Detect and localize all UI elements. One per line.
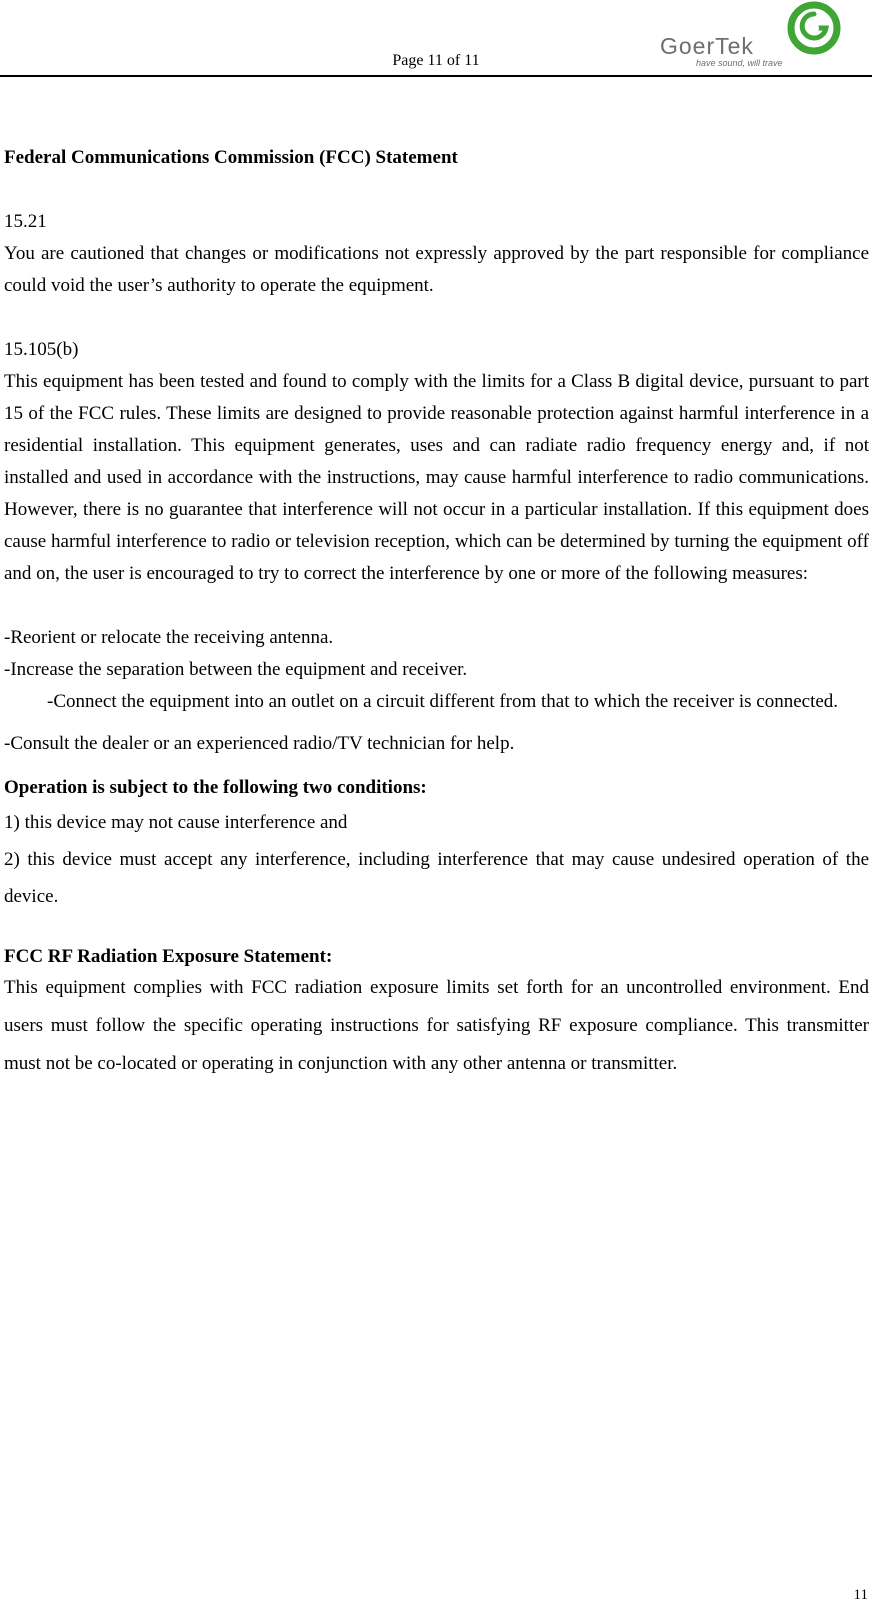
measure-item: -Reorient or relocate the receiving antenna. <box>4 627 334 648</box>
section-number-15-105b: 15.105(b) <box>4 339 79 360</box>
logo-wordmark: GoerTek <box>660 33 754 59</box>
logo-swirl-icon <box>791 5 837 51</box>
condition-item: 2) this device must accept any interference, including interference that may cause undesired operation of the device. <box>4 849 869 907</box>
section-text-15-21: You are cautioned that changes or modifications not expressly approved by the part responsible for compliance could void the user’s authority to operate the equipment. <box>4 243 869 296</box>
spacer <box>4 174 869 206</box>
goertek-logo <box>660 0 836 72</box>
document-body <box>4 142 869 1083</box>
measure-item: -Increase the separation between the equipment and receiver. <box>4 659 468 680</box>
fcc-title: Federal Communications Commission (FCC) Statement <box>4 147 458 168</box>
header-rule <box>0 75 872 77</box>
measure-item: -Consult the dealer or an experienced radio/TV technician for help. <box>4 733 515 754</box>
section-number-15-21: 15.21 <box>4 211 47 232</box>
spacer <box>4 915 869 945</box>
page-label: Page 11 of 11 <box>392 52 480 69</box>
section-text-15-105b: This equipment has been tested and found to comply with the limits for a Class B digital device, pursuant to part 15 of the FCC rules. These limits are designed to provide reasonable protection against harmful interference in a residential installation. This equipment generates, uses and can radiate radio frequency energy and, if not installed and used in accordance with the instructions, may cause harmful interference to radio communications. However, there is no guarantee that interference will not occur in a particular installation. If this equipment does cause harmful interference to radio or television reception, which can be determined by turning the equipment off and on, the user is encouraged to try to correct the interference by one or more of the following measures: <box>4 371 869 584</box>
logo-tagline: have sound, will trave <box>696 58 783 68</box>
condition-item: 1) this device may not cause interference and <box>4 812 348 833</box>
spacer <box>4 302 869 334</box>
footer-page-number: 11 <box>853 1587 868 1603</box>
rf-heading: FCC RF Radiation Exposure Statement: <box>4 946 333 967</box>
measure-item: -Connect the equipment into an outlet on a circuit different from that to which the receiver is connected. <box>47 691 839 712</box>
rf-text: This equipment complies with FCC radiation exposure limits set forth for an uncontrolled environment. End users must follow the specific operating instructions for satisfying RF exposure compliance. This transmitter must not be co-located or operating in conjunction with any other antenna or transmitter. <box>4 977 869 1074</box>
conditions-heading: Operation is subject to the following two conditions: <box>4 777 427 798</box>
spacer <box>4 590 869 622</box>
